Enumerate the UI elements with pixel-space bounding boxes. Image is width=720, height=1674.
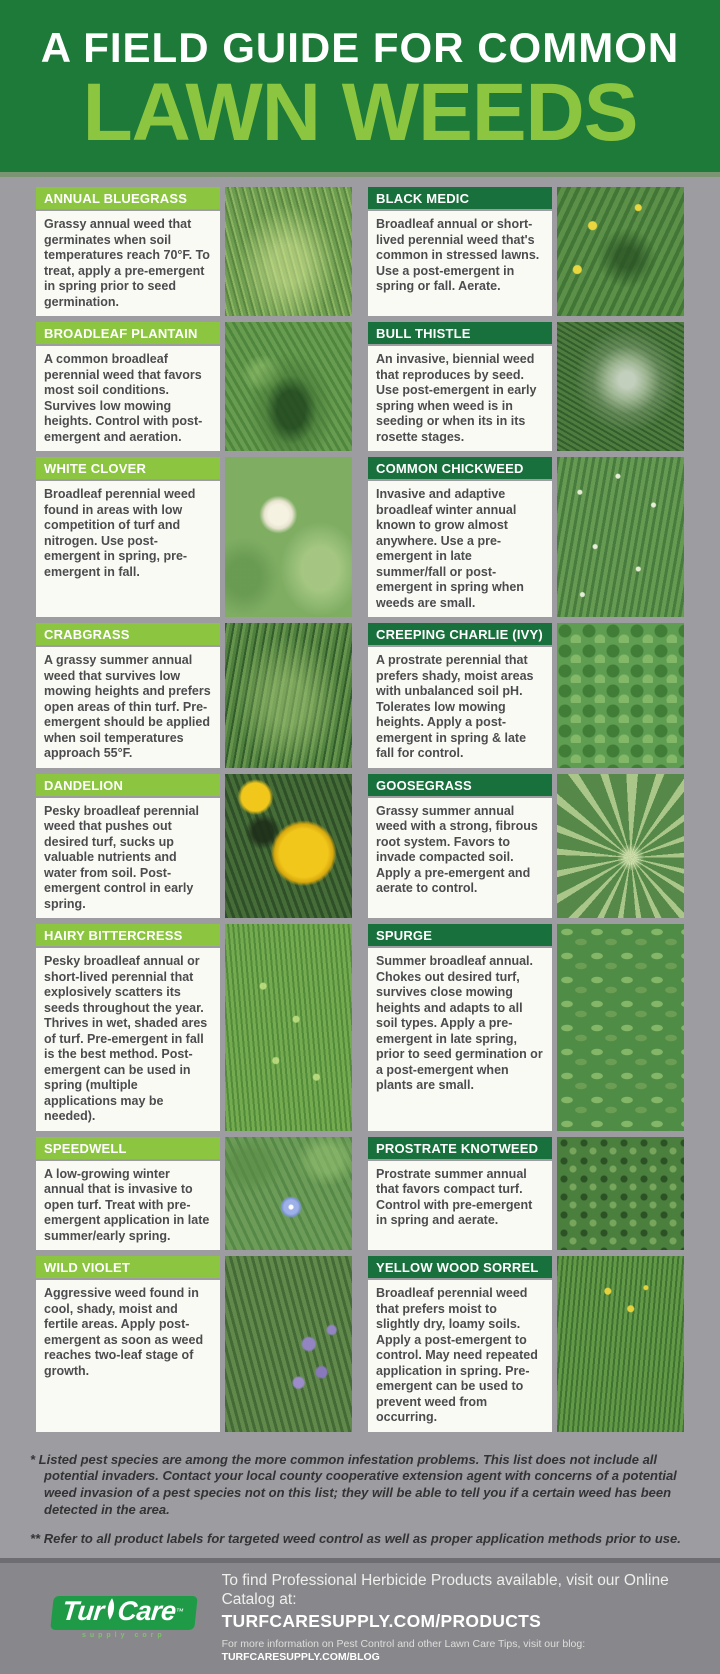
weed-title: ANNUAL BLUEGRASS [36,187,220,209]
wild-violet-photo [225,1256,352,1432]
weed-description: Pesky broadleaf annual or short-lived perennial that explosively scatters its seeds throughout the year. Thrives in wet, shaded ares of turf. Pre-emergent in fall is the best method. Post-emergent can be used in spring (multiple applications may be needed). [36,948,220,1131]
common-chickweed-photo [557,457,684,617]
weed-description: Prostrate summer annual that favors compact turf. Control with pre-emergent in spring and aerate. [368,1161,552,1251]
weed-description: Pesky broadleaf perennial weed that pushes out desired turf, sucks up valuable nutrients and water from soil. Post-emergent control in early spring. [36,798,220,919]
weed-description: Invasive and adaptive broadleaf winter annual known to grow almost anywhere. Use a pre-emergent in late summer/fall or post-emergent in spring when weeds are small. [368,481,552,617]
entry-yellow-wood-sorrel [368,1256,684,1432]
bull-thistle-photo [557,322,684,451]
crabgrass-photo [225,623,352,768]
poster-header [0,0,720,177]
hairy-bittercress-photo [225,924,352,1131]
weed-title: BULL THISTLE [368,322,552,344]
entry-creeping-charlie [368,623,684,768]
spurge-photo [557,924,684,1131]
weed-title: SPURGE [368,924,552,946]
header-title-line1: A FIELD GUIDE FOR COMMON [40,24,680,71]
weed-title: HAIRY BITTERCRESS [36,924,220,946]
entry-prostrate-knotweed [368,1137,684,1251]
footnote-labels: ** Refer to all product labels for targeted weed control as well as proper application methods prior to use. [30,1531,681,1547]
weed-title: DANDELION [36,774,220,796]
weed-description: Broadleaf perennial weed found in areas with low competition of turf and nitrogen. Use post-emergent in spring, pre-emergent in fall. [36,481,220,617]
weed-description: An invasive, biennial weed that reproduces by seed. Use post-emergent in early spring when weed is in seeding or when its in its rosette stages. [368,346,552,451]
entry-broadleaf-plantain [36,322,352,451]
weed-title: GOOSEGRASS [368,774,552,796]
entry-hairy-bittercress [36,924,352,1131]
speedwell-photo [225,1137,352,1251]
broadleaf-plantain-photo [225,322,352,451]
yellow-wood-sorrel-photo [557,1256,684,1432]
white-clover-photo [225,457,352,617]
weed-title: COMMON CHICKWEED [368,457,552,479]
weed-description: A common broadleaf perennial weed that favors most soil conditions. Survives low mowing heights. Control with post-emergent and aeration. [36,346,220,451]
entry-white-clover [36,457,352,617]
logo-tagline: supply corp [81,1631,166,1639]
weed-title: CREEPING CHARLIE (IVY) [368,623,552,645]
logo-text-tur: Tur [60,1596,106,1627]
catalog-url-link[interactable]: TURFCARESUPPLY.COM/PRODUCTS [221,1610,542,1631]
weed-description: Summer broadleaf annual. Chokes out desired turf, survives close mowing heights and adapts to all soil types. Apply a pre-emergent in late spring, prior to seed germination or a post-emergent when plants are small. [368,948,552,1131]
weed-title: PROSTRATE KNOTWEED [368,1137,552,1159]
entry-black-medic [368,187,684,316]
entry-goosegrass [368,774,684,919]
weed-title: BROADLEAF PLANTAIN [36,322,220,344]
entry-common-chickweed [368,457,684,617]
entry-crabgrass [36,623,352,768]
prostrate-knotweed-photo [557,1137,684,1251]
weed-description: Grassy summer annual weed with a strong, fibrous root system. Favors to invade compacted soil. Apply a pre-emergent and aerate to control. [368,798,552,919]
entry-wild-violet [36,1256,352,1432]
weed-description: Broadleaf perennial weed that prefers moist to slightly dry, loamy soils. Apply a post-emergent to control. May need repeated application in spring. Pre-emergent can be used to prevent weed from occurring. [368,1280,552,1432]
weed-description: A prostrate perennial that prefers shady, moist areas with unbalanced soil pH. Tolerates low mowing heights. Apply a post-emergent in spring & late fall for control. [368,647,552,768]
weed-title: YELLOW WOOD SORREL [368,1256,552,1278]
goosegrass-photo [557,774,684,919]
entry-dandelion [36,774,352,919]
footnote-species: * Listed pest species are among the more common infestation problems. This list does not include all potential invaders. Contact your local county cooperative extension agent with concerns of a potential weed invasion of a pest species not on this list; they will be able to tell you if a certain weed has been detected in the area. [30,1451,677,1518]
weed-title: BLACK MEDIC [368,187,552,209]
turfcare-logo [52,1596,196,1639]
weed-description: A grassy summer annual weed that survives low mowing heights and prefers open areas of thin turf. Pre-emergent should be applied when soil temperatures approach 55°F. [36,647,220,768]
logo-text-care: Care [116,1596,178,1627]
creeping-charlie-photo [557,623,684,768]
black-medic-photo [557,187,684,316]
entry-spurge [368,924,684,1131]
weed-description: A low-growing winter annual that is invasive to open turf. Treat with pre-emergent application in late summer/early spring. [36,1161,220,1251]
weed-title: SPEEDWELL [36,1137,220,1159]
trademark-symbol: ™ [175,1607,185,1617]
header-title-line2: LAWN WEEDS [82,67,638,159]
weed-description: Grassy annual weed that germinates when soil temperatures reach 70°F. To treat, apply a pre-emergent in spring prior to seed germination. [36,211,220,316]
dandelion-photo [225,774,352,919]
weed-title: WHITE CLOVER [36,457,220,479]
weed-entries-grid [0,177,720,1440]
blog-url-link[interactable]: TURFCARESUPPLY.COM/BLOG [221,1650,380,1663]
annual-bluegrass-photo [225,187,352,316]
weed-description: Broadleaf annual or short-lived perennial weed that's common in stressed lawns. Use a post-emergent in spring or fall. Aerate. [368,211,552,316]
weed-description: Aggressive weed found in cool, shady, moist and fertile areas. Apply post-emergent as soon as weed reaches two-leaf stage of growth. [36,1280,220,1432]
entry-speedwell [36,1137,352,1251]
blog-callout-text: For more information on Pest Control and other Lawn Care Tips, visit our blog: [221,1637,586,1650]
footnotes [0,1440,720,1558]
footer-bar [0,1558,720,1674]
blog-callout [222,1638,702,1664]
entry-bull-thistle [368,322,684,451]
entry-annual-bluegrass [36,187,352,316]
leaf-icon [104,1597,116,1626]
weed-title: CRABGRASS [36,623,220,645]
catalog-callout: To find Professional Herbicide Products available, visit our Online Catalog at: [221,1572,669,1609]
weed-title: WILD VIOLET [36,1256,220,1278]
